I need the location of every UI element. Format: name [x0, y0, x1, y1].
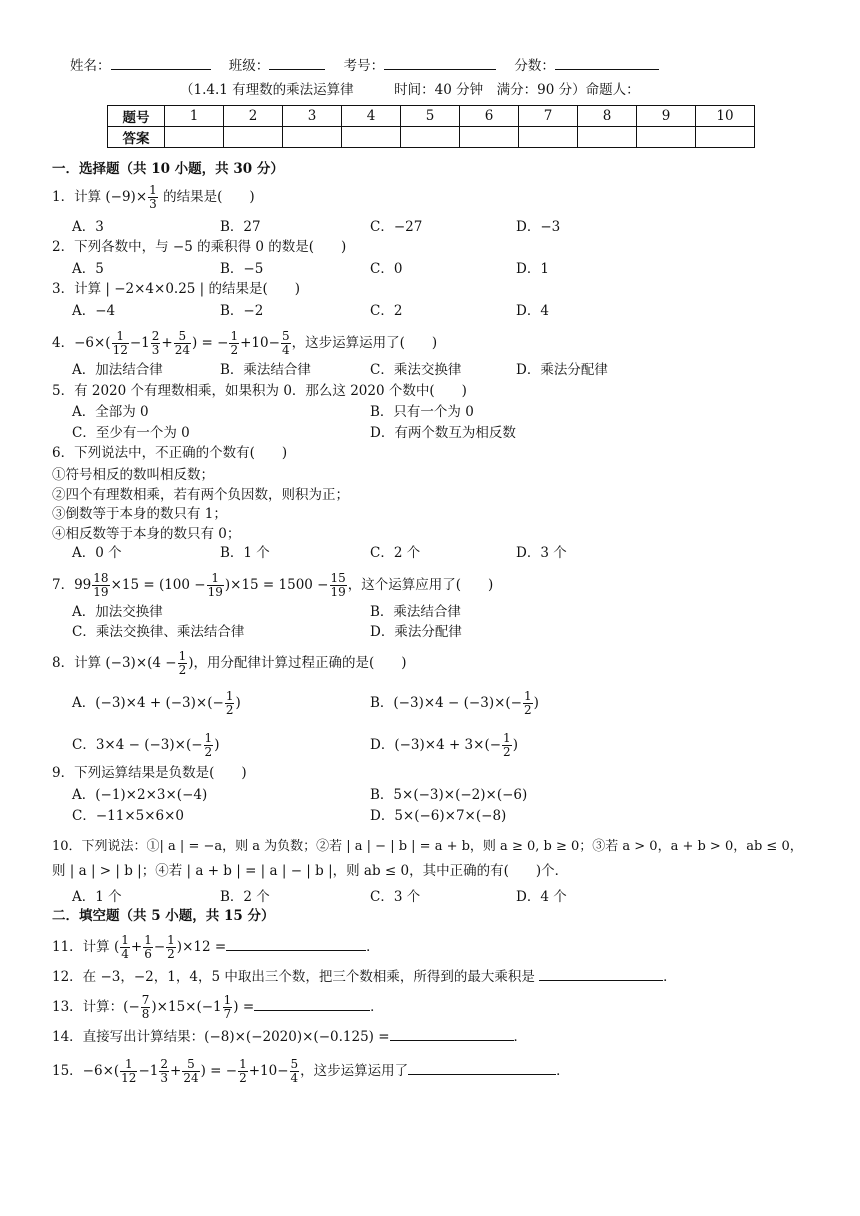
q3-option-d[interactable]: D．4	[516, 303, 549, 319]
q3-option-b[interactable]: B．−2	[220, 303, 264, 319]
q15-answer-blank[interactable]	[408, 1062, 556, 1075]
fraction: $\frac{5}{24}$	[174, 329, 190, 357]
question-10-line-2: 则 | a | > | b |；④若 | a + b | = | a | − | b |，则 ab ≤ 0，其中正确的有( )个．	[52, 863, 569, 879]
answer-cell[interactable]	[696, 127, 755, 148]
q4-option-b[interactable]: B．乘法结合律	[220, 362, 311, 378]
fraction: $\frac{5}{4}$	[281, 329, 290, 357]
q4-option-a[interactable]: A．加法结合律	[72, 362, 163, 378]
q7-option-d[interactable]: D．乘法分配律	[370, 624, 462, 640]
q5-option-c[interactable]: C．至少有一个为 0	[72, 425, 190, 441]
q5-option-a[interactable]: A．全部为 0	[72, 404, 149, 420]
exam-no-blank[interactable]	[384, 56, 496, 70]
q9-option-b[interactable]: B．5×(−3)×(−2)×(−6)	[370, 787, 528, 803]
question-number: 7	[519, 106, 578, 127]
q6-option-a[interactable]: A．0 个	[72, 545, 122, 561]
question-number-header: 题号	[108, 106, 165, 127]
q8-option-b[interactable]: B．(−3)×4 − (−3)×(− $\frac{1}{2}$ )	[370, 689, 539, 717]
score-blank[interactable]	[555, 56, 659, 70]
q9-option-a[interactable]: A．(−1)×2×3×(−4)	[72, 787, 208, 803]
fraction: $\frac{1}{6}$	[144, 933, 152, 961]
fraction: $\frac{2}{3}$	[151, 329, 160, 357]
answer-cell[interactable]	[519, 127, 578, 148]
question-number: 10	[696, 106, 755, 127]
fraction: $\frac{2}{3}$	[160, 1057, 168, 1085]
question-9: 9．下列运算结果是负数是( )	[52, 765, 247, 781]
question-14: 14．直接写出计算结果：(−8)×(−2020)×(−0.125) = ．	[52, 1029, 528, 1045]
q6-statement-2: ②四个有理数相乘，若有两个负因数，则积为正；	[52, 487, 349, 503]
answer-cell[interactable]	[401, 127, 460, 148]
q2-option-c[interactable]: C．0	[370, 261, 403, 277]
q9-option-c[interactable]: C．−11×5×6×0	[72, 808, 185, 824]
q6-statement-1: ①符号相反的数叫相反数；	[52, 467, 214, 483]
name-label: 姓名：	[70, 58, 111, 74]
exam-subtitle: （1.4.1 有理数的乘法运算律 时间：40 分钟 满分：90 分）命题人：	[180, 82, 640, 98]
fraction: $\frac{1}{2}$	[503, 731, 511, 759]
q6-statement-3: ③倒数等于本身的数只有 1；	[52, 506, 227, 522]
q1-option-a[interactable]: A．3	[72, 219, 104, 235]
fraction: $\frac{5}{24}$	[183, 1057, 199, 1085]
fraction: $\frac{18}{19}$	[93, 571, 109, 599]
class-blank[interactable]	[269, 56, 325, 70]
q10-option-c[interactable]: C．3 个	[370, 889, 421, 905]
q1-option-d[interactable]: D．−3	[516, 219, 561, 235]
question-3: 3．计算 | −2×4×0.25 | 的结果是( )	[52, 281, 301, 297]
q12-answer-blank[interactable]	[539, 968, 663, 981]
q1-option-b[interactable]: B．27	[220, 219, 261, 235]
q14-answer-blank[interactable]	[390, 1028, 514, 1041]
fraction: $\frac{1}{4}$	[121, 933, 129, 961]
q11-answer-blank[interactable]	[226, 938, 366, 951]
q7-option-a[interactable]: A．加法交换律	[72, 604, 163, 620]
question-13: 13．计算：(− $\frac{7}{8}$ )×15×(−1 $\frac{1}{7}$ ) = ．	[52, 993, 384, 1021]
question-number: 5	[401, 106, 460, 127]
q6-statement-4: ④相反数等于本身的数只有 0；	[52, 526, 241, 542]
question-number: 1	[165, 106, 224, 127]
question-12: 12．在 −3，−2，1，4，5 中取出三个数，把三个数相乘，所得到的最大乘积是 ．	[52, 969, 677, 985]
q6-option-c[interactable]: C．2 个	[370, 545, 421, 561]
answer-cell[interactable]	[460, 127, 519, 148]
q4-option-d[interactable]: D．乘法分配律	[516, 362, 608, 378]
student-info-row	[70, 54, 673, 74]
q10-option-d[interactable]: D．4 个	[516, 889, 567, 905]
question-5: 5．有 2020 个有理数相乘，如果积为 0．那么这 2020 个数中( )	[52, 383, 467, 399]
q6-option-d[interactable]: D．3 个	[516, 545, 567, 561]
fraction: $\frac{1}{12}$	[121, 1057, 137, 1085]
q2-option-a[interactable]: A．5	[72, 261, 104, 277]
q3-option-a[interactable]: A．−4	[72, 303, 116, 319]
question-15: 15．−6×( $\frac{1}{12}$ −1 $\frac{2}{3}$ + $\frac{5}{24}$ ) = − $\frac{1}{2}$ +10− $\frac{5}{4}$ ，这步运算运用了 ．	[52, 1057, 570, 1085]
q7-option-b[interactable]: B．乘法结合律	[370, 604, 461, 620]
question-number: 2	[224, 106, 283, 127]
exam-no-label: 考号：	[343, 58, 385, 74]
fraction: $\frac{5}{4}$	[290, 1057, 299, 1085]
class-label: 班级：	[228, 58, 270, 74]
fraction: $\frac{7}{8}$	[141, 993, 150, 1021]
question-8: 8．计算 (−3)×(4 − $\frac{1}{2}$ )，用分配律计算过程正确的是( )	[52, 649, 407, 677]
q8-option-a[interactable]: A．(−3)×4 + (−3)×(− $\frac{1}{2}$ )	[72, 689, 241, 717]
q1-text-end: 的结果是( )	[158, 189, 255, 205]
score-label: 分数：	[514, 58, 555, 74]
answer-cell[interactable]	[342, 127, 401, 148]
question-number: 9	[637, 106, 696, 127]
q5-option-d[interactable]: D．有两个数互为相反数	[370, 425, 516, 441]
fraction: $\frac{15}{19}$	[330, 571, 346, 599]
question-number: 6	[460, 106, 519, 127]
q3-option-c[interactable]: C．2	[370, 303, 403, 319]
fraction: $\frac{1}{2}$	[230, 329, 239, 357]
q7-option-c[interactable]: C．乘法交换律、乘法结合律	[72, 624, 245, 640]
q4-option-c[interactable]: C．乘法交换律	[370, 362, 462, 378]
answer-cell[interactable]	[637, 127, 696, 148]
q1-option-c[interactable]: C．−27	[370, 219, 423, 235]
answer-cell[interactable]	[165, 127, 224, 148]
q6-option-b[interactable]: B．1 个	[220, 545, 270, 561]
fraction: $\frac{1}{3}$	[149, 183, 157, 211]
q9-option-d[interactable]: D．5×(−6)×7×(−8)	[370, 808, 507, 824]
question-1	[52, 184, 820, 211]
answer-header: 答案	[108, 127, 165, 148]
fraction: $\frac{1}{2}$	[523, 689, 532, 717]
fraction: $\frac{1}{2}$	[178, 649, 187, 677]
q8-option-d[interactable]: D．(−3)×4 + 3×(− $\frac{1}{2}$ )	[370, 731, 518, 759]
q13-answer-blank[interactable]	[254, 998, 370, 1011]
question-7: 7．99 $\frac{18}{19}$ ×15 = (100 − $\frac{1}{19}$ )×15 = 1500 − $\frac{15}{19}$ ，这个运算应用了( )	[52, 571, 494, 599]
section-2-title: 二．填空题（共 5 小题，共 15 分）	[52, 908, 275, 924]
fraction: $\frac{1}{12}$	[112, 329, 128, 357]
question-number: 3	[283, 106, 342, 127]
q5-option-b[interactable]: B．只有一个为 0	[370, 404, 474, 420]
fraction: $\frac{1}{2}$	[167, 933, 175, 961]
name-blank[interactable]	[111, 56, 211, 70]
answer-cell[interactable]	[224, 127, 283, 148]
fraction: $\frac{1}{2}$	[204, 731, 213, 759]
question-number: 8	[578, 106, 637, 127]
fraction: $\frac{1}{7}$	[223, 993, 232, 1021]
q10-option-b[interactable]: B．2 个	[220, 889, 270, 905]
q8-option-c[interactable]: C．3×4 − (−3)×(− $\frac{1}{2}$ )	[72, 731, 220, 759]
question-6: 6．下列说法中，不正确的个数有( )	[52, 445, 288, 461]
q2-option-b[interactable]: B．−5	[220, 261, 264, 277]
answer-cell[interactable]	[578, 127, 637, 148]
section-1-title: 一．选择题（共 10 小题，共 30 分）	[52, 161, 284, 177]
question-10-line-1: 10．下列说法：①| a | = −a，则 a 为负数；②若 | a | − | b | = a + b，则 a ≥ 0, b ≥ 0；③若 a > 0，a + b > 0，ab ≤ 0，	[52, 839, 803, 854]
fraction: $\frac{1}{2}$	[225, 689, 234, 717]
question-number: 4	[342, 106, 401, 127]
answer-cell[interactable]	[283, 127, 342, 148]
q1-text: 1．计算 (−9)×	[52, 189, 148, 205]
answer-table	[107, 105, 755, 148]
question-11: 11．计算 ( $\frac{1}{4}$ + $\frac{1}{6}$ − $\frac{1}{2}$ )×12 = ．	[52, 933, 380, 961]
question-2: 2．下列各数中，与 −5 的乘积得 0 的数是( )	[52, 239, 347, 255]
q2-option-d[interactable]: D．1	[516, 261, 549, 277]
q10-option-a[interactable]: A．1 个	[72, 889, 122, 905]
fraction: $\frac{1}{19}$	[207, 571, 223, 599]
question-4: 4．−6×( $\frac{1}{12}$ −1 $\frac{2}{3}$ + $\frac{5}{24}$ ) = − $\frac{1}{2}$ +10− $\frac{5}{4}$ ，这步运算运用了( )	[52, 329, 438, 357]
fraction: $\frac{1}{2}$	[239, 1057, 247, 1085]
table-row-answers	[108, 127, 755, 148]
table-row-numbers	[108, 106, 755, 127]
